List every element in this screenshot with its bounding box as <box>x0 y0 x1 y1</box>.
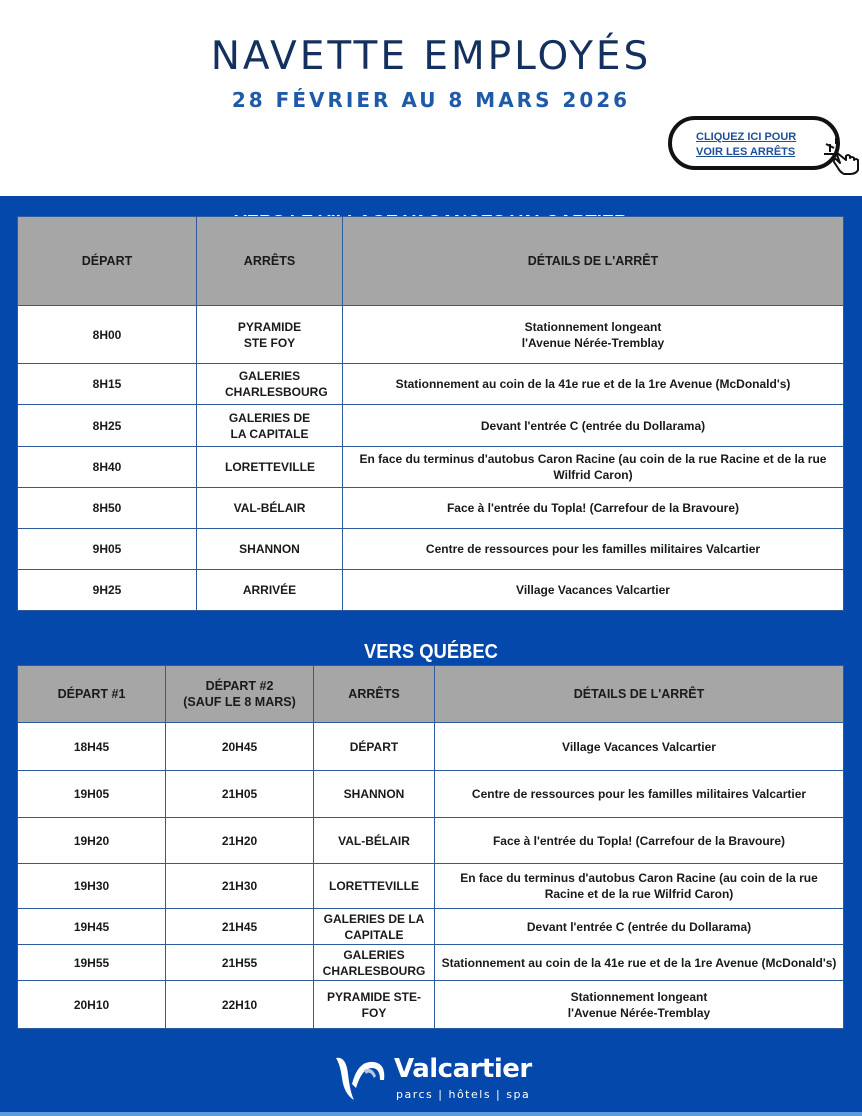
details-cell: Centre de ressources pour les familles militaires Valcartier <box>343 529 844 570</box>
table-row <box>18 818 844 864</box>
details-cell: Face à l'entrée du Topla! (Carrefour de la Bravoure) <box>343 488 844 529</box>
depart-2-cell: 20H45 <box>166 723 314 771</box>
pointing-hand-click-icon[interactable] <box>816 130 862 176</box>
details-cell: Devant l'entrée C (entrée du Dollarama) <box>343 405 844 447</box>
details-cell: Stationnement au coin de la 41e rue et de la 1re Avenue (McDonald's) <box>343 364 844 405</box>
table-row <box>18 447 844 488</box>
depart-cell: 9H05 <box>18 529 197 570</box>
depart-cell: 8H50 <box>18 488 197 529</box>
section-title-to-quebec: VERS QUÉBEC <box>364 641 498 663</box>
depart-cell: 8H15 <box>18 364 197 405</box>
depart-cell: 9H25 <box>18 570 197 611</box>
table-row <box>18 529 844 570</box>
page-header <box>0 0 862 196</box>
table-row <box>18 488 844 529</box>
table-row <box>18 723 844 771</box>
stop-cell: GALERIES CHARLESBOURG <box>314 945 435 981</box>
table-row <box>18 405 844 447</box>
depart-2-cell: 21H30 <box>166 864 314 909</box>
table-row <box>18 909 844 945</box>
stop-cell: VAL-BÉLAIR <box>314 818 435 864</box>
depart-2-cell: 21H20 <box>166 818 314 864</box>
details-cell: Village Vacances Valcartier <box>343 570 844 611</box>
column-header-depart-2: DÉPART #2 (SAUF LE 8 MARS) <box>166 666 314 723</box>
table-row <box>18 306 844 364</box>
depart-1-cell: 19H55 <box>18 945 166 981</box>
table-row <box>18 945 844 981</box>
depart-1-cell: 20H10 <box>18 981 166 1029</box>
table-row <box>18 864 844 909</box>
column-header-depart-1: DÉPART #1 <box>18 666 166 723</box>
stop-cell: LORETTEVILLE <box>314 864 435 909</box>
details-cell: Devant l'entrée C (entrée du Dollarama) <box>435 909 844 945</box>
cta-line-2: VOIR LES ARRÊTS <box>696 146 796 158</box>
depart-1-cell: 19H20 <box>18 818 166 864</box>
stop-cell: GALERIES DE LA CAPITALE <box>197 405 343 447</box>
depart-cell: 8H00 <box>18 306 197 364</box>
depart-1-cell: 18H45 <box>18 723 166 771</box>
column-header-details: DÉTAILS DE L'ARRÊT <box>435 666 844 723</box>
view-stops-button[interactable] <box>668 116 840 170</box>
table-row <box>18 570 844 611</box>
details-cell: Stationnement longeant l'Avenue Nérée-Tremblay <box>343 306 844 364</box>
stop-cell: PYRAMIDE STE FOY <box>197 306 343 364</box>
details-cell: Face à l'entrée du Topla! (Carrefour de la Bravoure) <box>435 818 844 864</box>
details-cell: Stationnement au coin de la 41e rue et de la 1re Avenue (McDonald's) <box>435 945 844 981</box>
view-stops-link[interactable] <box>696 130 796 160</box>
valcartier-ribbon-logo-icon <box>334 1054 390 1102</box>
depart-1-cell: 19H05 <box>18 771 166 818</box>
table-header-row <box>18 217 844 306</box>
stop-cell: SHANNON <box>314 771 435 818</box>
stop-cell: VAL-BÉLAIR <box>197 488 343 529</box>
schedule-table-to-quebec <box>17 665 844 1029</box>
details-cell: En face du terminus d'autobus Caron Racine (au coin de la rue Racine et de la rue Wilfrid Caron) <box>343 447 844 488</box>
depart-2-cell: 21H55 <box>166 945 314 981</box>
column-header-depart: DÉPART <box>18 217 197 306</box>
valcartier-logo <box>334 1054 534 1106</box>
table-row <box>18 981 844 1029</box>
table-row <box>18 771 844 818</box>
stop-cell: LORETTEVILLE <box>197 447 343 488</box>
column-header-stops: ARRÊTS <box>197 217 343 306</box>
details-cell: Village Vacances Valcartier <box>435 723 844 771</box>
column-header-details: DÉTAILS DE L'ARRÊT <box>343 217 844 306</box>
page-title: NAVETTE EMPLOYÉS <box>210 34 652 79</box>
schedule-table-to-village <box>17 216 844 611</box>
stop-cell: GALERIES CHARLESBOURG <box>197 364 343 405</box>
depart-1-cell: 19H45 <box>18 909 166 945</box>
brand-tagline: parcs | hôtels | spa <box>396 1088 531 1101</box>
depart-cell: 8H40 <box>18 447 197 488</box>
depart-2-cell: 21H05 <box>166 771 314 818</box>
brand-name: Valcartier <box>394 1054 532 1084</box>
footer-accent-line <box>0 1112 862 1116</box>
depart-1-cell: 19H30 <box>18 864 166 909</box>
stop-cell: GALERIES DE LA CAPITALE <box>314 909 435 945</box>
depart-cell: 8H25 <box>18 405 197 447</box>
details-cell: Stationnement longeant l'Avenue Nérée-Tremblay <box>435 981 844 1029</box>
table-row <box>18 364 844 405</box>
stop-cell: ARRIVÉE <box>197 570 343 611</box>
stop-cell: PYRAMIDE STE-FOY <box>314 981 435 1029</box>
table-header-row <box>18 666 844 723</box>
depart-2-cell: 21H45 <box>166 909 314 945</box>
details-cell: En face du terminus d'autobus Caron Racine (au coin de la rue Racine et de la rue Wilfrid Caron) <box>435 864 844 909</box>
cta-line-1: CLIQUEZ ICI POUR <box>696 131 797 143</box>
details-cell: Centre de ressources pour les familles militaires Valcartier <box>435 771 844 818</box>
stop-cell: SHANNON <box>197 529 343 570</box>
depart-2-cell: 22H10 <box>166 981 314 1029</box>
stop-cell: DÉPART <box>314 723 435 771</box>
date-range: 28 FÉVRIER AU 8 MARS 2026 <box>231 88 631 112</box>
column-header-stops: ARRÊTS <box>314 666 435 723</box>
